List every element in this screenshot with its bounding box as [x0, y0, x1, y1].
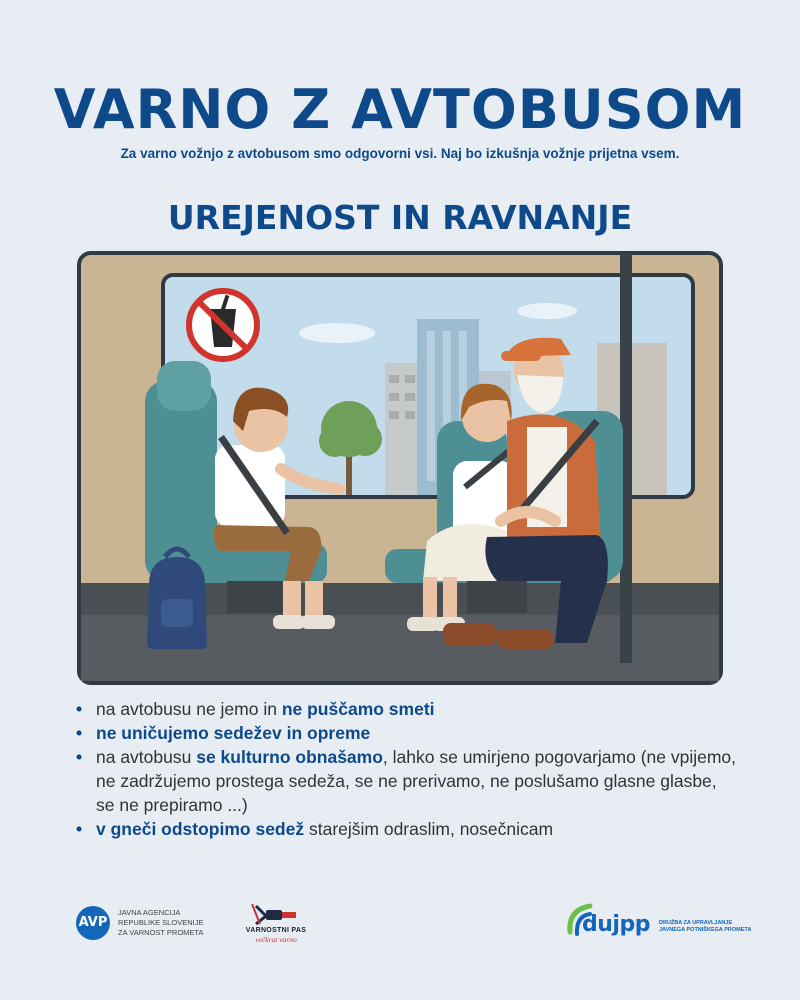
bullet: • [76, 723, 83, 743]
no-drinks-sign-icon [189, 291, 257, 359]
varnostni-pas-name: VARNOSTNI PAS [245, 927, 307, 934]
rule-item: • na avtobusu se kulturno obnašamo, lahko se umirjeno pogovarjamo (ne vpijemo, ne zadržujemo prostega sedeža, se ne prerivamo, ne poslušamo glasne glasbe, se ne prepiramo ...) [76, 747, 737, 815]
rule-item: • ne uničujemo sedežev in opreme [76, 723, 371, 743]
cloud [517, 303, 577, 319]
section-title: UREJENOST IN RAVNANJE [167, 198, 633, 237]
bullet: • [76, 747, 83, 767]
dujpp-logo [564, 900, 752, 946]
varnostni-pas-tagline: večkrat varno [255, 935, 297, 944]
page-title: VARNO Z AVTOBUSOM [53, 78, 747, 141]
seatbelt-icon [236, 902, 316, 928]
cloud [299, 323, 375, 343]
bus-interior-illustration [77, 251, 723, 685]
backpack-icon [147, 549, 207, 649]
rule-item: • v gneči odstopimo sedež starejšim odraslim, nosečnicam [76, 819, 554, 839]
avp-agency-name: JAVNA AGENCIJA REPUBLIKE SLOVENIJE ZA VARNOST PROMETA [118, 908, 204, 937]
rules-list [76, 697, 736, 841]
page-subtitle: Za varno vožnjo z avtobusom smo odgovorni vsi. Naj bo izkušnja vožnje prijetna vsem. [120, 146, 680, 161]
avp-mark: AVP [76, 906, 110, 940]
dujpp-description: DRUŽBA ZA UPRAVLJANJE JAVNEGA POTNIŠKEGA PROMETA [659, 920, 752, 933]
rule-item: • na avtobusu ne jemo in ne puščamo smeti [76, 699, 435, 719]
dujpp-name: dujpp [582, 912, 650, 937]
bullet: • [76, 699, 83, 719]
varnostni-pas-logo [236, 902, 316, 948]
bullet: • [76, 819, 83, 839]
